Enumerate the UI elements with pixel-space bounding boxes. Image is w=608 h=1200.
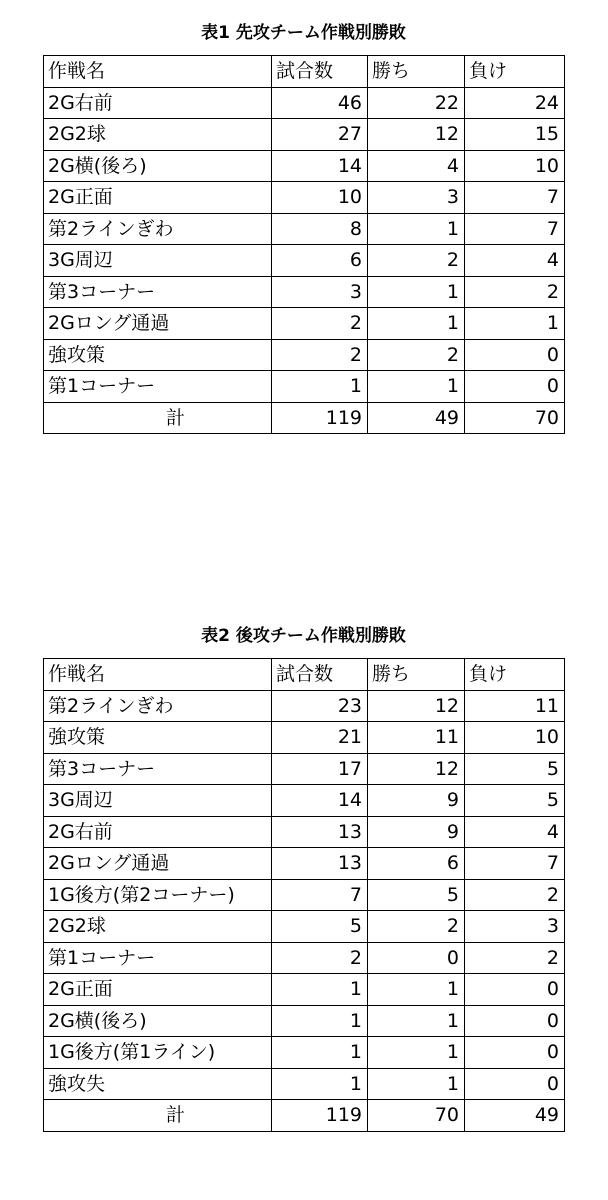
cell-losses: 7 [465, 848, 565, 880]
cell-wins: 11 [368, 722, 465, 754]
cell-name: 3G周辺 [44, 245, 272, 277]
total-games: 119 [272, 1100, 368, 1132]
table1-header-games: 試合数 [272, 56, 368, 88]
cell-losses: 0 [465, 974, 565, 1006]
table-row [44, 371, 565, 403]
cell-losses: 0 [465, 1037, 565, 1069]
cell-wins: 1 [368, 1037, 465, 1069]
cell-games: 2 [272, 942, 368, 974]
cell-losses: 2 [465, 276, 565, 308]
table-row [44, 150, 565, 182]
table-row [44, 722, 565, 754]
cell-name: 2G正面 [44, 974, 272, 1006]
cell-wins: 6 [368, 848, 465, 880]
cell-losses: 3 [465, 911, 565, 943]
cell-name: 2G横(後ろ) [44, 150, 272, 182]
cell-games: 3 [272, 276, 368, 308]
cell-wins: 9 [368, 785, 465, 817]
table2-section [43, 625, 564, 1132]
cell-losses: 10 [465, 150, 565, 182]
table2-body [44, 690, 565, 1131]
cell-name: 3G周辺 [44, 785, 272, 817]
cell-name: 2G右前 [44, 816, 272, 848]
cell-name: 第3コーナー [44, 276, 272, 308]
cell-games: 2 [272, 308, 368, 340]
cell-wins: 1 [368, 371, 465, 403]
cell-games: 1 [272, 1068, 368, 1100]
cell-games: 10 [272, 182, 368, 214]
total-wins: 49 [368, 402, 465, 434]
cell-losses: 24 [465, 87, 565, 119]
cell-name: 2Gロング通過 [44, 308, 272, 340]
cell-losses: 5 [465, 785, 565, 817]
cell-name: 2G2球 [44, 911, 272, 943]
total-losses: 49 [465, 1100, 565, 1132]
table-row [44, 119, 565, 151]
cell-wins: 9 [368, 816, 465, 848]
cell-losses: 0 [465, 1068, 565, 1100]
cell-losses: 11 [465, 690, 565, 722]
cell-games: 1 [272, 1005, 368, 1037]
cell-name: 2Gロング通過 [44, 848, 272, 880]
table-row [44, 879, 565, 911]
table-row [44, 911, 565, 943]
cell-name: 強攻失 [44, 1068, 272, 1100]
cell-losses: 2 [465, 942, 565, 974]
cell-name: 第1コーナー [44, 371, 272, 403]
cell-losses: 0 [465, 371, 565, 403]
table-row [44, 690, 565, 722]
table-row [44, 213, 565, 245]
table-row [44, 276, 565, 308]
cell-wins: 5 [368, 879, 465, 911]
cell-losses: 7 [465, 182, 565, 214]
cell-losses: 4 [465, 245, 565, 277]
cell-wins: 1 [368, 1005, 465, 1037]
table-row [44, 785, 565, 817]
total-wins: 70 [368, 1100, 465, 1132]
total-losses: 70 [465, 402, 565, 434]
cell-losses: 2 [465, 879, 565, 911]
cell-games: 7 [272, 879, 368, 911]
cell-losses: 10 [465, 722, 565, 754]
cell-wins: 22 [368, 87, 465, 119]
cell-wins: 1 [368, 1068, 465, 1100]
cell-wins: 12 [368, 690, 465, 722]
cell-name: 2G横(後ろ) [44, 1005, 272, 1037]
table-row [44, 942, 565, 974]
cell-games: 1 [272, 371, 368, 403]
cell-wins: 4 [368, 150, 465, 182]
cell-games: 5 [272, 911, 368, 943]
cell-wins: 3 [368, 182, 465, 214]
table1-header-row [44, 56, 565, 88]
table1-header-losses: 負け [465, 56, 565, 88]
cell-games: 21 [272, 722, 368, 754]
cell-name: 2G正面 [44, 182, 272, 214]
cell-games: 27 [272, 119, 368, 151]
table1 [43, 55, 565, 434]
table2-header-games: 試合数 [272, 659, 368, 691]
cell-games: 13 [272, 848, 368, 880]
total-games: 119 [272, 402, 368, 434]
table1-header-name: 作戦名 [44, 56, 272, 88]
cell-games: 1 [272, 974, 368, 1006]
cell-name: 2G2球 [44, 119, 272, 151]
cell-losses: 0 [465, 1005, 565, 1037]
cell-games: 46 [272, 87, 368, 119]
cell-wins: 1 [368, 308, 465, 340]
cell-losses: 1 [465, 308, 565, 340]
table1-section [43, 22, 564, 434]
cell-games: 6 [272, 245, 368, 277]
cell-games: 23 [272, 690, 368, 722]
total-label: 計 [44, 1100, 272, 1132]
cell-wins: 1 [368, 213, 465, 245]
table-row [44, 974, 565, 1006]
cell-wins: 1 [368, 276, 465, 308]
table-row [44, 848, 565, 880]
total-row [44, 402, 565, 434]
total-row [44, 1100, 565, 1132]
cell-wins: 12 [368, 753, 465, 785]
table2-header-losses: 負け [465, 659, 565, 691]
cell-losses: 4 [465, 816, 565, 848]
cell-wins: 12 [368, 119, 465, 151]
table-row [44, 753, 565, 785]
cell-wins: 2 [368, 911, 465, 943]
cell-games: 13 [272, 816, 368, 848]
table2-header-row [44, 659, 565, 691]
table-row [44, 87, 565, 119]
table-row [44, 1037, 565, 1069]
cell-name: 第2ラインぎわ [44, 690, 272, 722]
cell-name: 第3コーナー [44, 753, 272, 785]
table2-header-wins: 勝ち [368, 659, 465, 691]
table-row [44, 339, 565, 371]
cell-wins: 2 [368, 245, 465, 277]
cell-losses: 15 [465, 119, 565, 151]
cell-games: 14 [272, 150, 368, 182]
cell-name: 1G後方(第2コーナー) [44, 879, 272, 911]
total-label: 計 [44, 402, 272, 434]
cell-games: 17 [272, 753, 368, 785]
table-row [44, 816, 565, 848]
cell-wins: 0 [368, 942, 465, 974]
cell-name: 第1コーナー [44, 942, 272, 974]
cell-losses: 7 [465, 213, 565, 245]
cell-wins: 2 [368, 339, 465, 371]
table2-header-name: 作戦名 [44, 659, 272, 691]
cell-games: 2 [272, 339, 368, 371]
cell-name: 強攻策 [44, 339, 272, 371]
cell-games: 8 [272, 213, 368, 245]
cell-losses: 5 [465, 753, 565, 785]
table2-caption: 表2 後攻チーム作戦別勝敗 [201, 626, 406, 646]
cell-games: 14 [272, 785, 368, 817]
table-row [44, 308, 565, 340]
table2 [43, 658, 565, 1132]
cell-losses: 0 [465, 339, 565, 371]
table1-caption: 表1 先攻チーム作戦別勝敗 [201, 23, 406, 43]
table-row [44, 245, 565, 277]
table1-body [44, 87, 565, 434]
cell-name: 2G右前 [44, 87, 272, 119]
cell-name: 強攻策 [44, 722, 272, 754]
table-row [44, 182, 565, 214]
cell-name: 第2ラインぎわ [44, 213, 272, 245]
cell-wins: 1 [368, 974, 465, 1006]
table1-header-wins: 勝ち [368, 56, 465, 88]
table-row [44, 1005, 565, 1037]
cell-name: 1G後方(第1ライン) [44, 1037, 272, 1069]
table-row [44, 1068, 565, 1100]
cell-games: 1 [272, 1037, 368, 1069]
